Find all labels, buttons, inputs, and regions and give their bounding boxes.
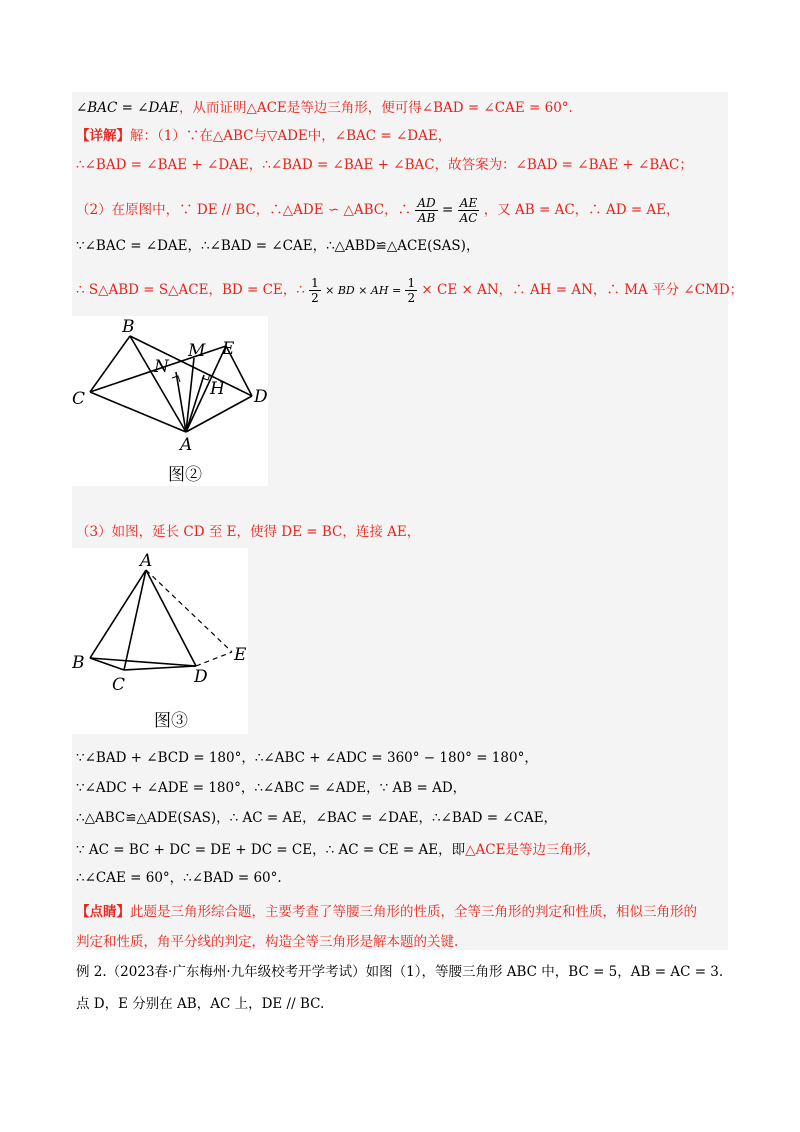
- line-2: [76, 126, 451, 146]
- fig2-label-n: N: [154, 357, 169, 377]
- fig3-label-a: A: [140, 551, 153, 571]
- l3-text: ∴∠BAD = ∠BAE + ∠DAE，∴∠BAD = ∠BAE + ∠BAC，故答案为：∠BAD = ∠BAE + ∠BAC；: [76, 157, 693, 173]
- fig3-label-d: D: [194, 667, 208, 687]
- figure-2-svg: [72, 316, 268, 486]
- figure-3-svg: [72, 548, 248, 734]
- l4-b: ，又 AB = AC，∴ AD = AE，: [483, 202, 680, 218]
- line-10: [76, 808, 557, 828]
- l1-math: ∠BAC = ∠DAE: [76, 100, 179, 116]
- fraction-ad-ab: $\frac{AD}{AB}$: [417, 196, 436, 225]
- l2-text: 解：（1）∵在△ABC与▽ADE中，∠BAC = ∠DAE，: [130, 128, 452, 144]
- line-16: [76, 994, 324, 1014]
- fig3-caption: 图③: [154, 711, 188, 731]
- l6-m2: × CE × AN，∴ AH = AN，∴ MA 平分 ∠CMD；: [421, 282, 744, 298]
- fig2-caption: 图②: [168, 465, 202, 485]
- line-15: [76, 962, 723, 982]
- fig2-label-a: A: [180, 435, 193, 455]
- l10-text: ∴△ABC≌△ADE(SAS)，∴ AC = AE，∠BAC = ∠DAE，∴∠BAD = ∠CAE，: [76, 810, 558, 826]
- l13-text: 此题是三角形综合题，主要考查了等腰三角形的性质，全等三角形的判定和性质，相似三角形的: [130, 904, 697, 920]
- l14-text: 判定和性质，角平分线的判定，构造全等三角形是解本题的关键.: [76, 934, 459, 950]
- fig2-label-m: M: [188, 341, 206, 361]
- line-9: [76, 778, 466, 798]
- fig3-label-b: B: [72, 653, 85, 673]
- line-1: [76, 98, 573, 118]
- line-12: [76, 868, 282, 888]
- figure-3: [72, 548, 248, 734]
- figure-2: [72, 316, 268, 486]
- line-13: [76, 902, 697, 922]
- line-8: [76, 748, 538, 768]
- fig2-label-h: H: [210, 379, 225, 399]
- fig3-label-c: C: [112, 675, 126, 695]
- l8-text: ∵∠BAD + ∠BCD = 180°，∴∠ABC + ∠ADC = 360° − 180° = 180°，: [76, 750, 538, 766]
- l12-text: ∴∠CAE = 60°，∴∠BAD = 60°.: [76, 870, 282, 886]
- l7-text: （3）如图，延长 CD 至 E，使得 DE = BC，连接 AE，: [76, 524, 421, 540]
- line-11: [76, 840, 600, 860]
- fig2-label-d: D: [254, 387, 268, 407]
- l5-text: ∵∠BAC = ∠DAE，∴∠BAD = ∠CAE，∴△ABD≌△ACE(SAS)，: [76, 238, 480, 254]
- fig2-label-b: B: [122, 317, 135, 337]
- l11-a: ∵ AC = BC + DC = DE + DC = CE，∴ AC = CE = AE，即: [76, 842, 466, 858]
- l16-text: 点 D，E 分别在 AB，AC 上，DE // BC.: [76, 996, 325, 1012]
- line-14: [76, 932, 458, 952]
- l15-text: 例 2.（2023春·广东梅州·九年级校考开学考试）如图（1），等腰三角形 ABC 中，BC = 5，AB = AC = 3.: [76, 964, 724, 980]
- fraction-ae-ac: $\frac{AE}{AC}$: [459, 196, 478, 225]
- fraction-half-2: $\frac{1}{2}$: [407, 276, 416, 305]
- detail-tag: 【详解】: [76, 128, 130, 144]
- l9-text: ∵∠ADC + ∠ADE = 180°，∴∠ABC = ∠ADE，∵ AB = AD，: [76, 780, 467, 796]
- line-6: [76, 276, 743, 305]
- line-4: [76, 196, 680, 225]
- l6-m1: × BD × AH =: [325, 284, 402, 297]
- line-5: [76, 236, 479, 256]
- l4-eq: =: [441, 202, 454, 218]
- comment-tag: 【点睛】: [76, 904, 130, 920]
- fig3-label-e: E: [234, 645, 247, 665]
- fraction-half-1: $\frac{1}{2}$: [311, 276, 319, 305]
- l4-a: （2）在原图中，∵ DE // BC，∴△ADE ∽ △ABC，∴: [76, 202, 412, 218]
- line-7: [76, 522, 420, 542]
- fig2-label-e: E: [222, 339, 235, 359]
- l6-a: ∴ S△ABD = S△ACE，BD = CE，∴: [76, 282, 305, 298]
- l1-text: ，从而证明△ACE是等边三角形，便可得∠BAD = ∠CAE = 60°.: [178, 100, 573, 116]
- fig2-label-c: C: [72, 389, 86, 409]
- line-3: [76, 155, 693, 175]
- l11-b: △ACE是等边三角形，: [465, 842, 600, 858]
